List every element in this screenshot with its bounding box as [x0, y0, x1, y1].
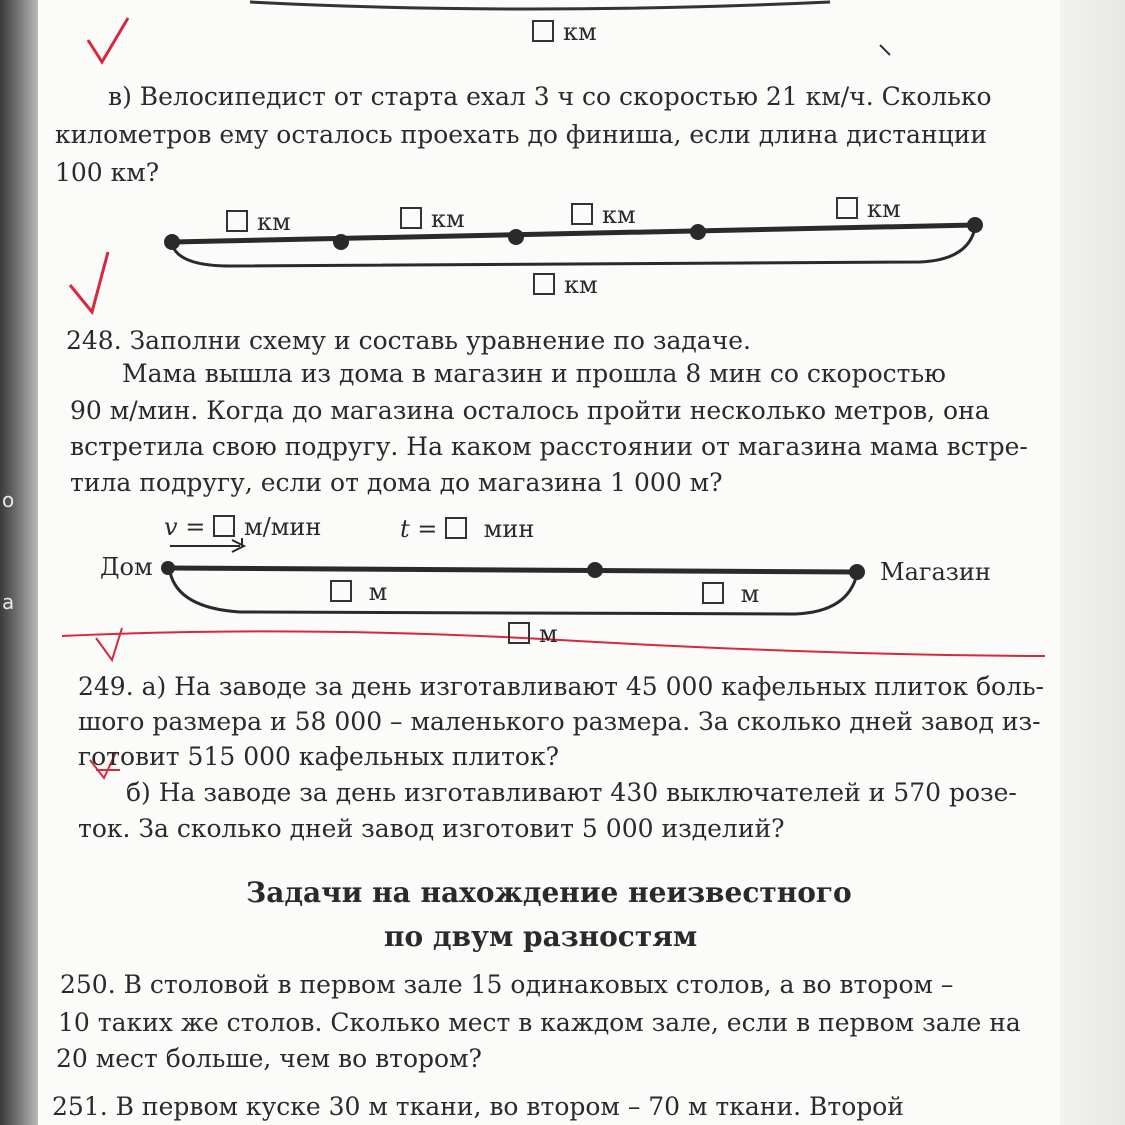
answer-box[interactable]	[330, 580, 352, 602]
total-distance-label: м	[508, 620, 558, 648]
speed-label: v = м/мин	[164, 513, 322, 541]
answer-box[interactable]	[508, 622, 530, 644]
task-249a-line: шого размера и 58 000 – маленького размера. За сколько дней завод из-	[78, 707, 1041, 736]
segment-point	[508, 229, 524, 245]
task-250-line: 20 мест больше, чем во втором?	[56, 1044, 482, 1073]
red-checkmark	[70, 252, 108, 312]
task-251-line: 251. В первом куске 30 м ткани, во втором – 70 м ткани. Второй	[52, 1092, 904, 1121]
answer-box[interactable]	[532, 20, 554, 42]
segment-2-label: м	[702, 580, 759, 608]
task-249a-line: 249. а) На заводе за день изготавливают 45 000 кафельных плиток боль-	[78, 672, 1045, 701]
section-heading: по двум разностям	[384, 920, 698, 953]
segment-label: км	[226, 208, 291, 236]
task-248-title: 248. Заполни схему и составь уравнение по задаче.	[66, 326, 751, 355]
previous-diagram-arc	[250, 2, 830, 9]
task-250-line: 250. В столовой в первом зале 15 одинаковых столов, а во втором –	[60, 970, 954, 999]
segment-point	[690, 224, 706, 240]
home-point	[161, 561, 175, 575]
home-label: Дом	[100, 553, 153, 581]
red-checkmark	[88, 18, 128, 62]
task-248-line: тила подругу, если от дома до магазина 1 000 м?	[70, 468, 723, 497]
section-heading: Задачи на нахождение неизвестного	[246, 876, 852, 909]
home-store-line	[168, 568, 857, 572]
total-label: км	[533, 271, 598, 299]
margin-letter: а	[2, 590, 15, 614]
top-distance-label: км	[532, 18, 597, 46]
meeting-point	[587, 562, 603, 578]
answer-box[interactable]	[445, 517, 467, 539]
answer-box[interactable]	[571, 203, 593, 225]
answer-box[interactable]	[226, 210, 248, 232]
answer-box[interactable]	[213, 515, 235, 537]
task-248-line: 90 м/мин. Когда до магазина осталось пройти несколько метров, она	[70, 396, 990, 425]
segment-label: км	[836, 195, 901, 223]
segment-1-label: м	[330, 578, 387, 606]
answer-box[interactable]	[533, 273, 555, 295]
segment-label: км	[571, 201, 636, 229]
task-248-line: встретила свою подругу. На каком расстоянии от магазина мама встре-	[70, 432, 1028, 461]
margin-letter: о	[2, 488, 15, 512]
answer-box[interactable]	[836, 197, 858, 219]
task-249a-line: готовит 515 000 кафельных плиток?	[78, 742, 559, 771]
task-250-line: 10 таких же столов. Сколько мест в каждом зале, если в первом зале на	[58, 1008, 1021, 1037]
answer-box[interactable]	[400, 207, 422, 229]
task-249b-line: ток. За сколько дней завод изготовит 5 000 изделий?	[78, 814, 785, 843]
answer-box[interactable]	[702, 582, 724, 604]
task-v-line: 100 км?	[55, 158, 160, 187]
time-label: t = мин	[400, 515, 535, 543]
task-v-line: в) Велосипедист от старта ехал 3 ч со скоростью 21 км/ч. Сколько	[108, 82, 992, 111]
task-249b-line: б) На заводе за день изготавливают 430 выключателей и 570 розе-	[126, 778, 1017, 807]
store-label: Магазин	[880, 558, 991, 586]
task-248-line: Мама вышла из дома в магазин и прошла 8 мин со скоростью	[122, 359, 946, 388]
segment-point	[333, 234, 349, 250]
task-v-line: километров ему осталось проехать до финиша, если длина дистанции	[55, 120, 988, 149]
segment-label: км	[400, 205, 465, 233]
